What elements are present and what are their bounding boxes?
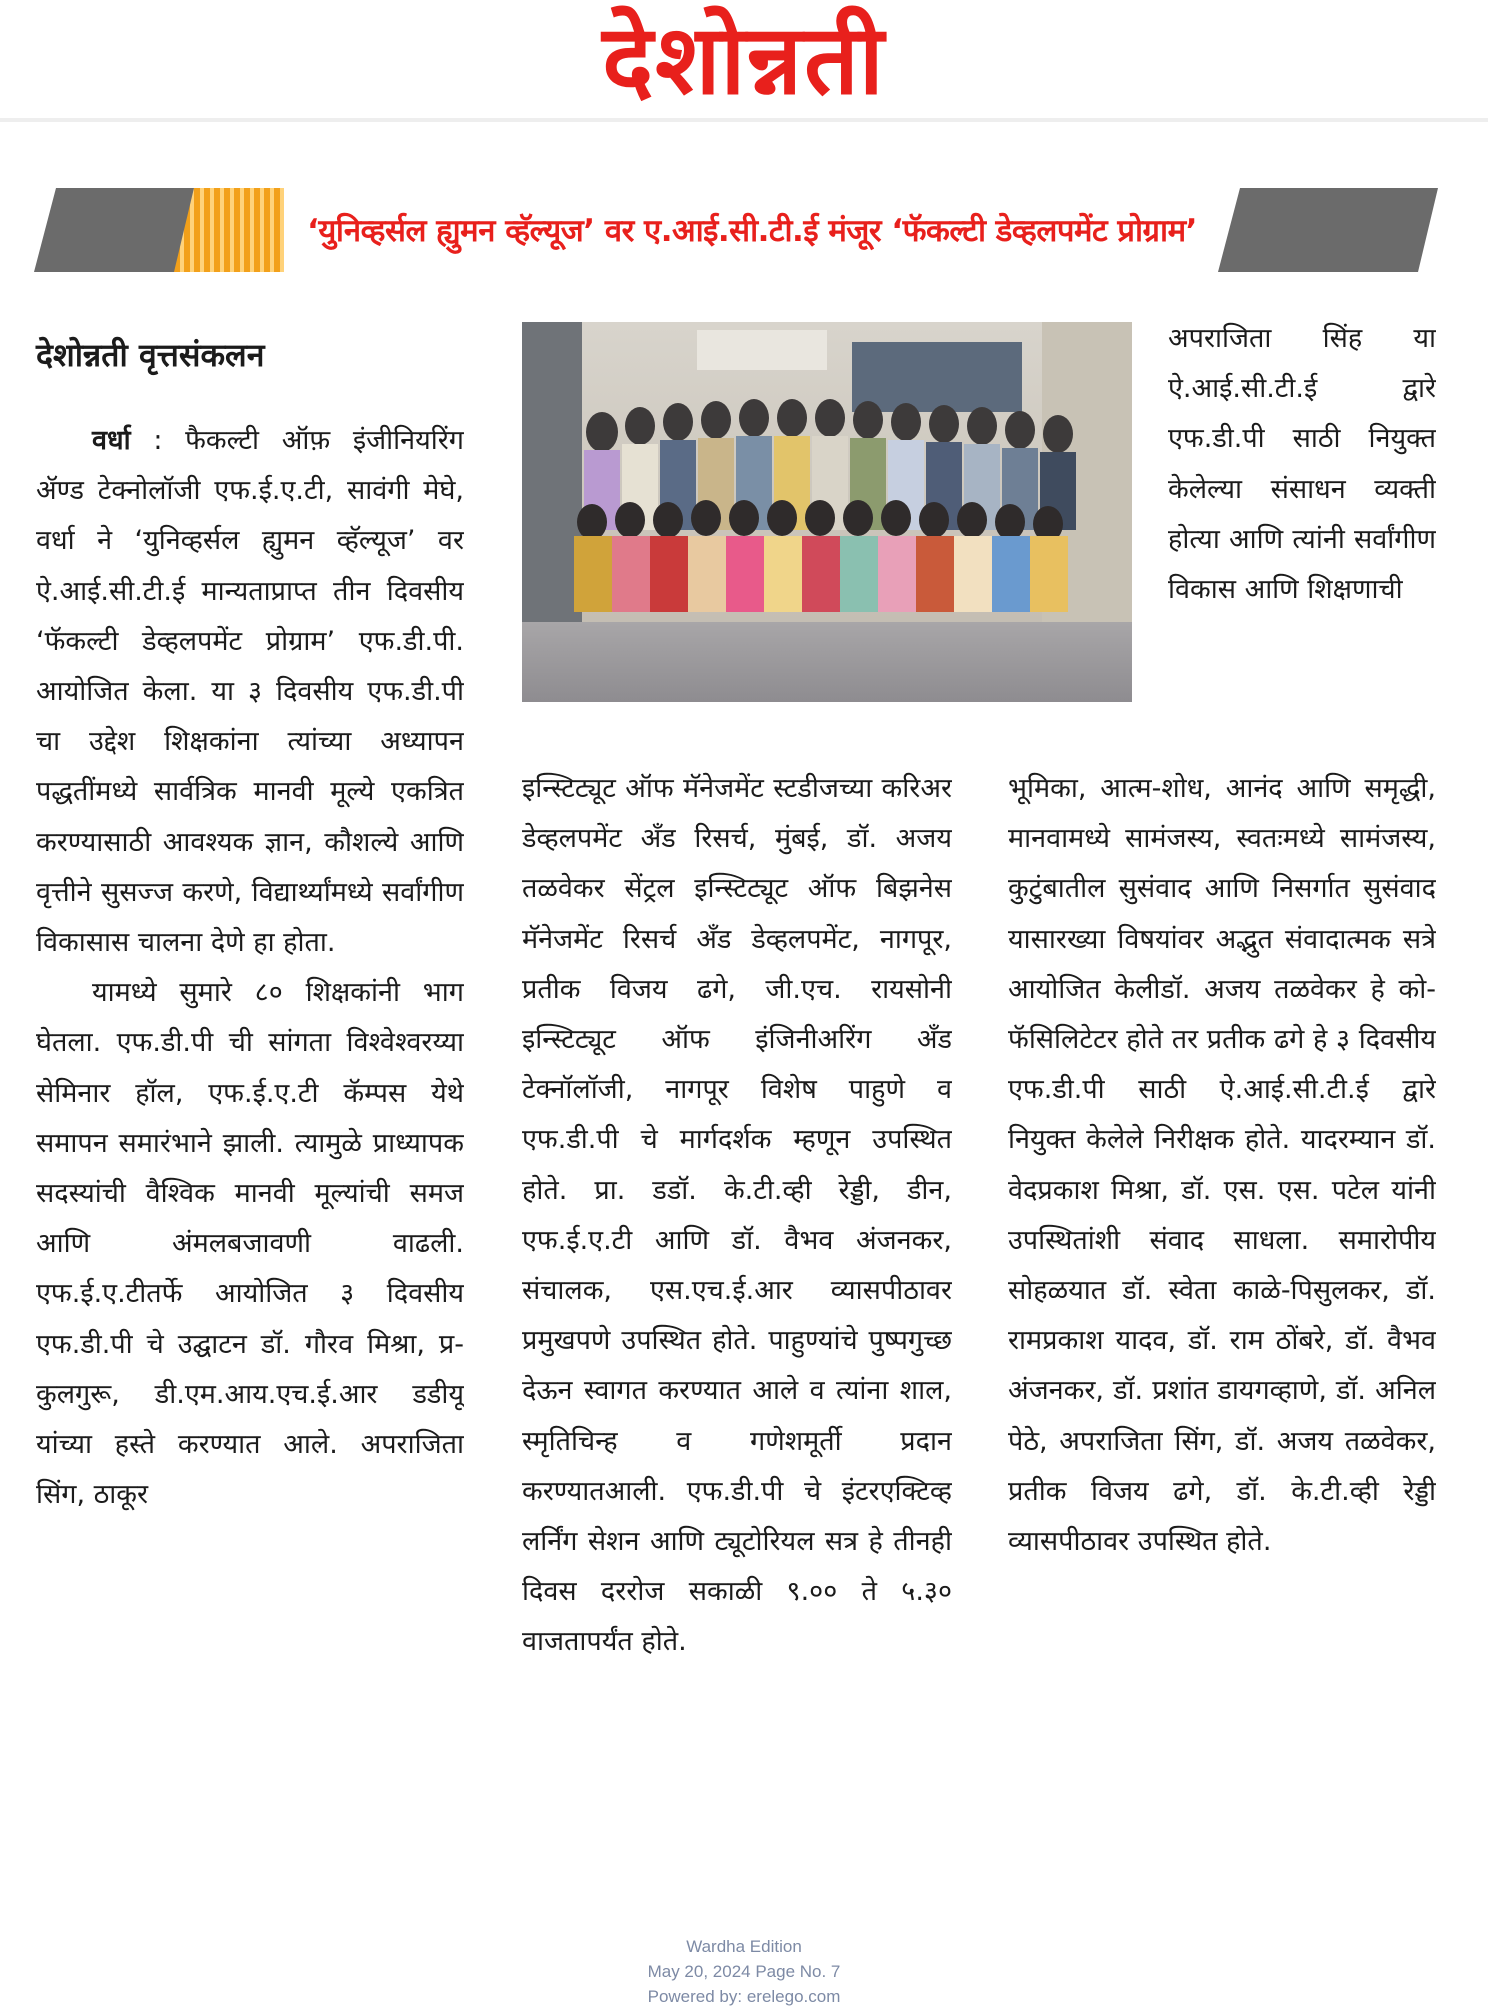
article-paragraph-4: अपराजिता सिंह या ऐ.आई.सी.टी.ई द्वारे एफ.डी.पी साठी नियुक्त केलेल्या संसाधन व्यक्ती होत्या आणि त्यांनी सर्वांगीण विकास आणि शिक्षणाची xyxy=(1168,323,1436,606)
article-paragraph-3: इन्स्टिट्यूट ऑफ मॅनेजमेंट स्टडीजच्या करिअर डेव्हलपमेंट ॲंड रिसर्च, मुंबई, डॉ. अजय तळवेकर सेंट्रल इन्स्टिट्यूट ऑफ बिझनेस मॅनेजमेंट रिसर्च ॲंड डेव्हलपमेंट, नागपूर, प्रतीक विजय ढगे, जी.एच. रायसोनी इन्स्टिट्यूट ऑफ इंजिनीअरिंग ॲंड टेक्नॉलॉजी, नागपूर विशेष पाहुणे व एफ.डी.पी चे मार्गदर्शक म्हणून उपस्थित होते. प्रा. डडॉ. के.टी.व्ही रेड्डी, डीन, एफ.ई.ए.टी आणि डॉ. वैभव अंजनकर, संचालक, एस.एच.ई.आर व्यासपीठावर प्रमुखपणे उपस्थित होते. पाहुण्यांचे पुष्पगुच्छ देऊन स्वागत करण्यात आले व त्यांना शाल, स्मृतिचिन्ह व गणेशमूर्ती प्रदान करण्यातआली. एफ.डी.पी चे इंटरएक्टिव्ह लर्निंग सेशन आणि ट्यूटोरियल सत्र हे तीनही दिवस दररोज सकाळी ९.०० ते ५.३० वाजतापर्यंत होते. xyxy=(522,773,952,1658)
footer-date-page: May 20, 2024 Page No. 7 xyxy=(647,1962,841,1981)
masthead-rule xyxy=(0,118,1488,122)
article-lead-text: : फैकल्टी ऑफ़ इंजीनियरिंग ॲण्ड टेक्नोलॉजी एफ.ई.ए.टी, सावंगी मेघे, वर्धा ने ‘युनिव्हर्सल ह्युमन व्हॅल्यूज’ वर ऐ.आई.सी.टी.ई मान्यताप्राप्त तीन दिवसीय ‘फॅकल्टी डेव्हलपमेंट प्रोग्राम’ एफ.डी.पी. आयोजित केला. या ३ दिवसीय एफ.डी.पी चा उद्देश शिक्षकांना त्यांच्या अध्यापन पद्धतींमध्ये सार्वत्रिक मानवी मूल्ये एकत्रित करण्यासाठी आवश्यक ज्ञान, कौशल्ये आणि वृत्तीने सुसज्ज करणे, विद्यार्थ्यांमध्ये सर्वांगीण विकासास चालना देणे हा होता. xyxy=(36,425,464,959)
headline-band-left-decoration xyxy=(34,188,284,272)
masthead-title: देशोन्नती xyxy=(602,4,886,116)
page-footer xyxy=(0,1934,1488,2009)
article-column-3-top xyxy=(1168,314,1436,766)
headline-band xyxy=(34,188,1438,272)
byline: देशोन्नती वृत्तसंकलन xyxy=(36,336,265,374)
article-paragraph-1 xyxy=(36,416,464,968)
group-photo xyxy=(522,322,1132,702)
article-paragraph-5: भूमिका, आत्म-शोध, आनंद आणि समृद्धी, मानवामध्ये सामंजस्य, स्वतःमध्ये सामंजस्य, कुटुंबातील सुसंवाद आणि निसर्गात सुसंवाद यासारख्या विषयांवर अद्भुत संवादात्मक सत्रे आयोजित केलीडॉ. अजय तळवेकर हे को-फॅसिलिटेटर होते तर प्रतीक ढगे हे ३ दिवसीय एफ.डी.पी साठी ऐ.आई.सी.टी.ई द्वारे नियुक्त केलेले निरीक्षक होते. यादरम्यान डॉ. वेदप्रकाश मिश्रा, डॉ. एस. एस. पटेल यांनी उपस्थितांशी संवाद साधला. समारोपीय सोहळयात डॉ. स्वेता काळे-पिसुलकर, डॉ. रामप्रकाश यादव, डॉ. राम ठोंबरे, डॉ. वैभव अंजनकर, डॉ. प्रशांत डायगव्हाणे, डॉ. अनिल पेठे, अपराजिता सिंग, डॉ. अजय तळवेकर, प्रतीक विजय ढगे, डॉ. के.टी.व्ही रेड्डी व्यासपीठावर उपस्थित होते. xyxy=(1008,773,1436,1558)
headline-band-right-decoration xyxy=(1218,188,1438,272)
masthead xyxy=(0,0,1488,122)
article-column-3 xyxy=(1008,764,1436,1906)
article-paragraph-2: यामध्ये सुमारे ८० शिक्षकांनी भाग घेतला. एफ.डी.पी ची सांगता विश्वेश्वरय्या सेमिनार हॉल, एफ.ई.ए.टी कॅम्पस येथे समापन समारंभाने झाली. त्यामुळे प्राध्यापक सदस्यांची वैश्विक मानवी मूल्यांची समज आणि अंमलबजावणी वाढली. एफ.ई.ए.टीतर्फे आयोजित ३ दिवसीय एफ.डी.पी चे उद्घाटन डॉ. गौरव मिश्रा, प्र-कुलगुरू, डी.एम.आय.एच.ई.आर डडीयू यांच्या हस्ते करण्यात आले. अपराजिता सिंग, ठाकूर xyxy=(36,977,464,1511)
headline: ‘युनिव्हर्सल ह्युमन व्हॅल्यूज’ वर ए.आई.सी.टी.ई मंजूर ‘फॅकल्टी डेव्हलपमेंट प्रोग्राम’ xyxy=(307,213,1197,249)
article-column-1 xyxy=(36,416,464,1906)
article-column-2 xyxy=(522,764,952,1906)
footer-powered-by: Powered by: erelego.com xyxy=(647,1987,841,2006)
dateline-place: वर्धा xyxy=(92,425,131,456)
footer-edition: Wardha Edition xyxy=(686,1937,802,1956)
